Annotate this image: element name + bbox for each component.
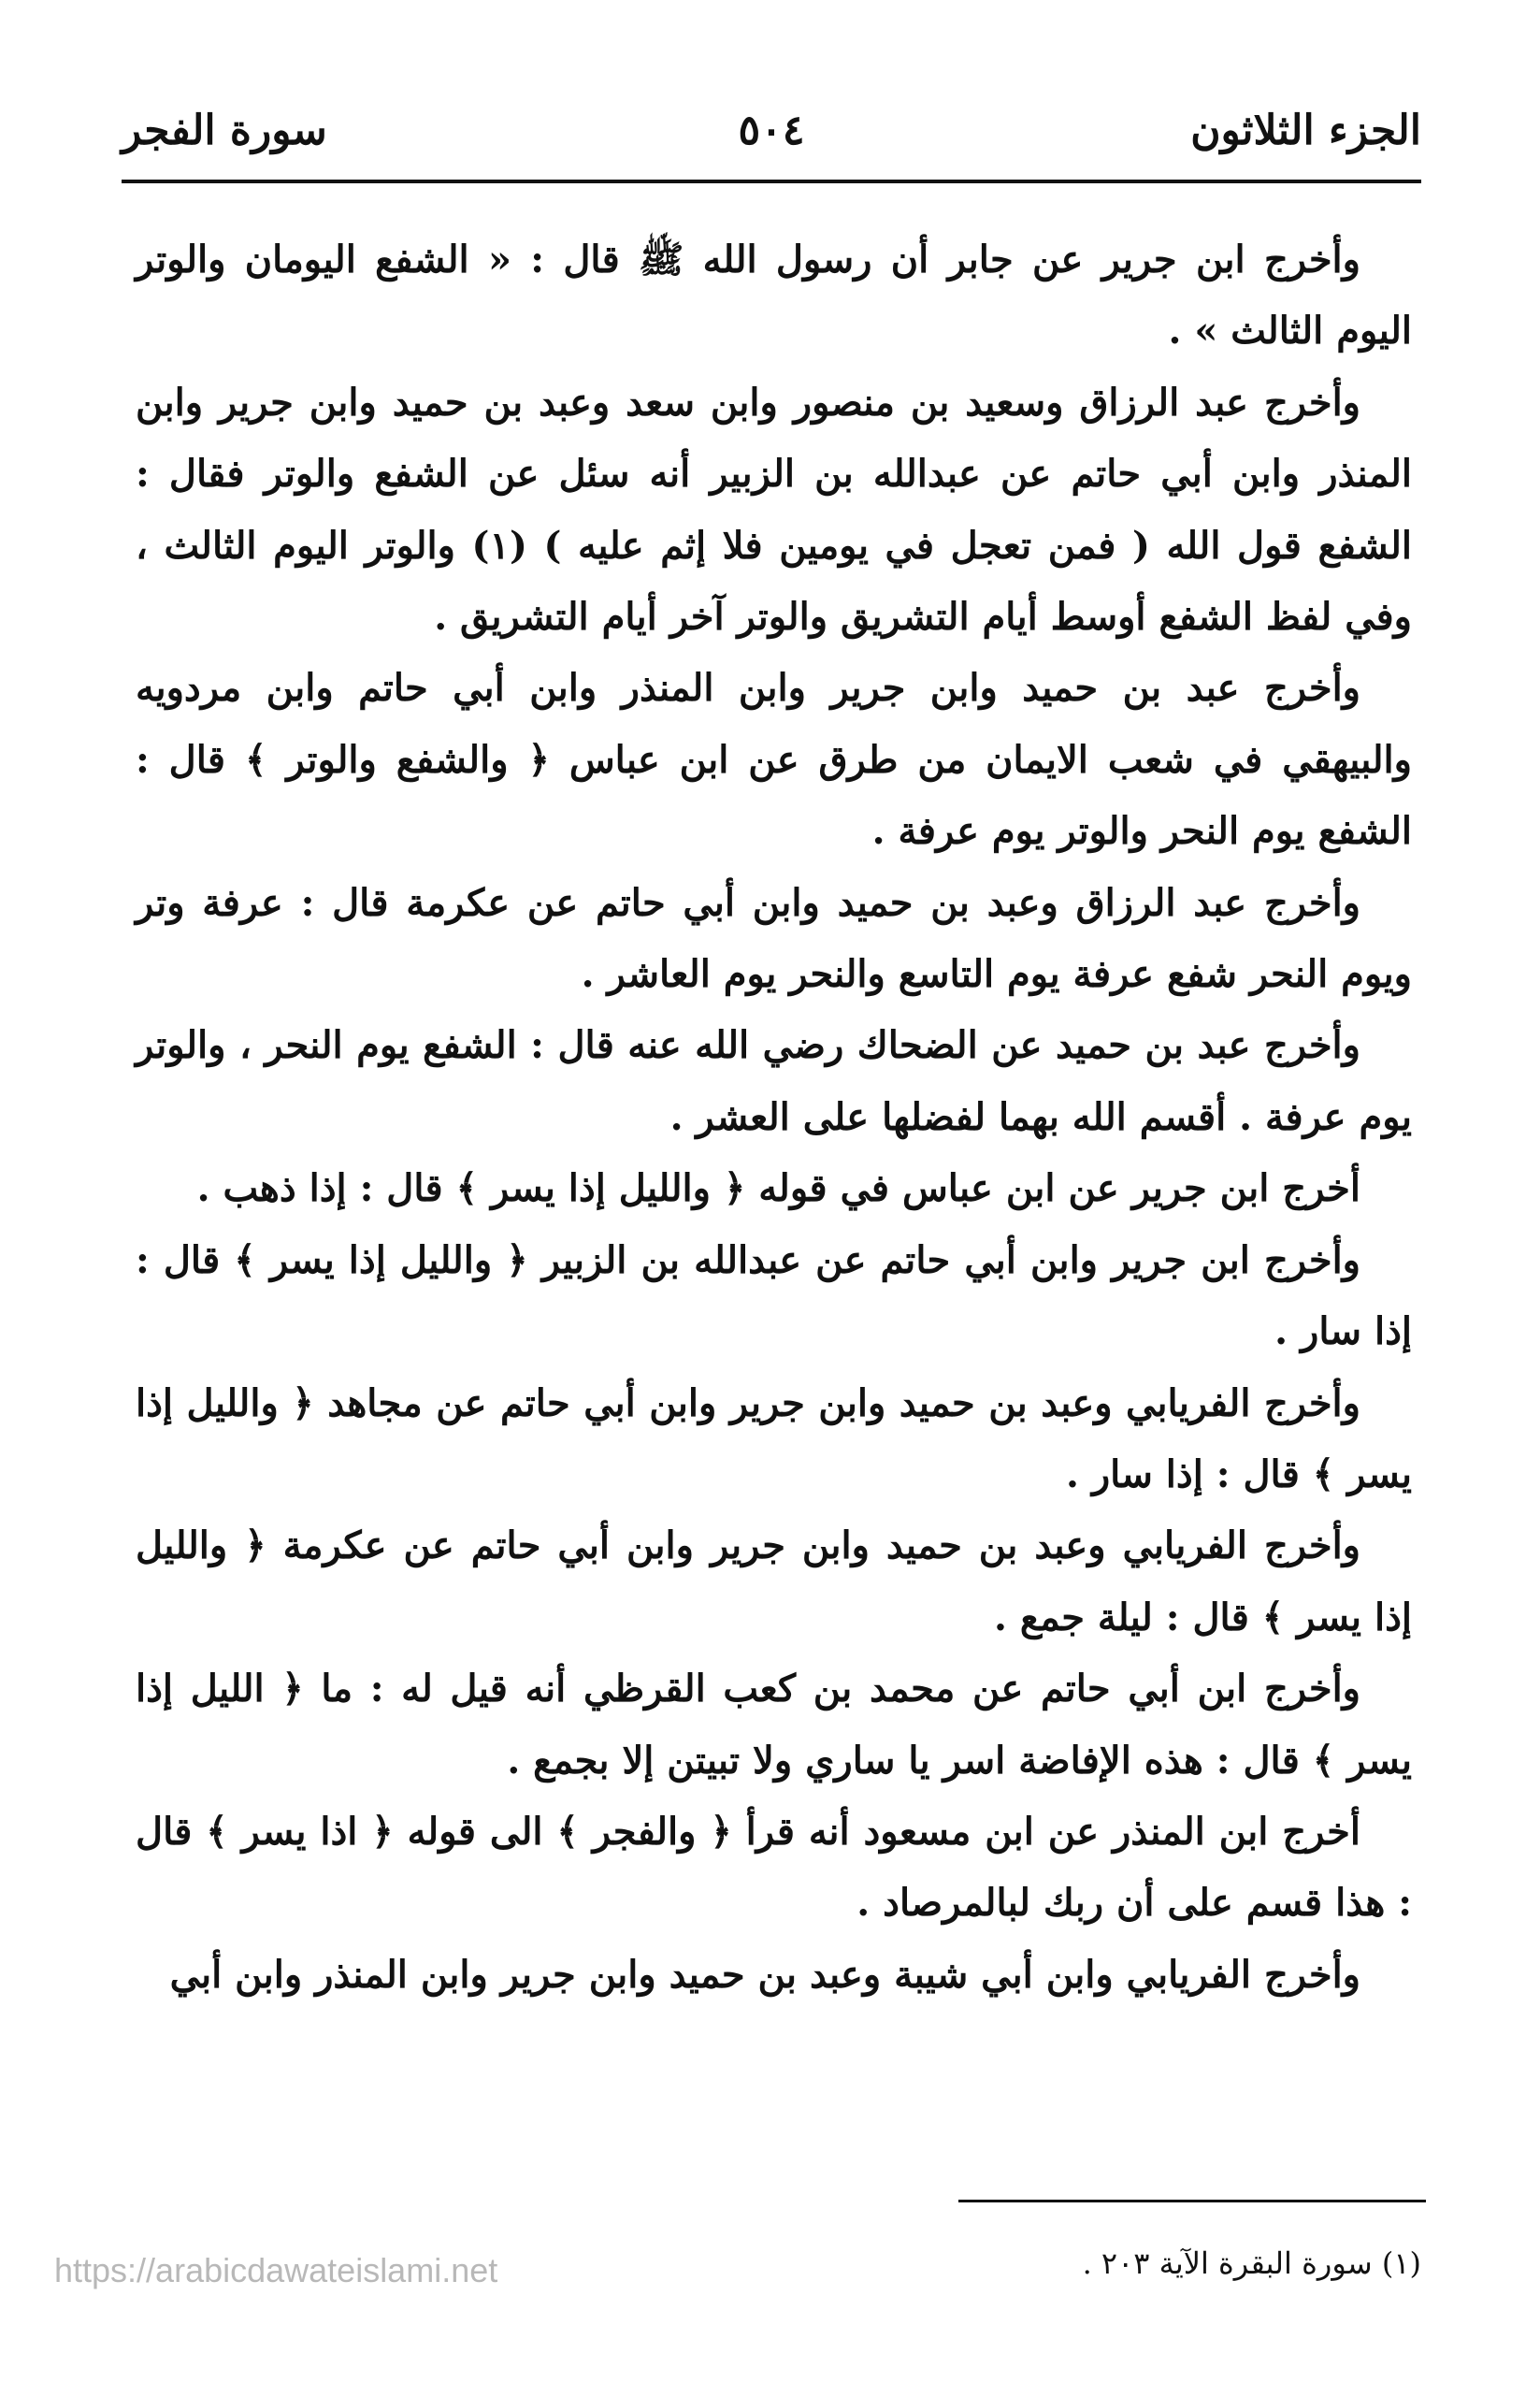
- paragraph: وأخرج عبد بن حميد وابن جرير وابن المنذر وابن أبي حاتم وابن مردويه والبيهقي في شعب الايمان من طرق عن ابن عباس ﴿ والشفع والوتر ﴾ قال : الشفع يوم النحر والوتر يوم عرفة .: [136, 666, 1412, 854]
- paragraph: وأخرج عبد الرزاق وعبد بن حميد وابن أبي حاتم عن عكرمة قال : عرفة وتر ويوم النحر شفع عرفة يوم التاسع والنحر يوم العاشر .: [136, 880, 1412, 997]
- paragraph: وأخرج الفريابي وابن أبي شيبة وعبد بن حميد وابن جرير وابن المنذر وابن أبي: [169, 1952, 1360, 1997]
- page-number: ٥٠٤: [738, 107, 805, 154]
- paragraph: وأخرج عبد الرزاق وسعيد بن منصور وابن سعد وعبد بن حميد وابن جرير وابن المنذر وابن أبي حاتم عن عبدالله بن الزبير أنه سئل عن الشفع والوتر فقال : الشفع قول الله ( فمن تعجل في يومين فلا إثم عليه ) (١) والوتر اليوم الثالث ، وفي لفظ الشفع أوسط أيام التشريق والوتر آخر أيام التشريق .: [136, 380, 1412, 640]
- surah-title: سورة الفجر: [122, 107, 327, 154]
- paragraph: وأخرج عبد بن حميد عن الضحاك رضي الله عنه قال : الشفع يوم النحر ، والوتر يوم عرفة . أقسم الله بهما لفضلها على العشر .: [136, 1023, 1412, 1139]
- main-text: [136, 224, 1412, 2011]
- part-title: الجزء الثلاثون: [1190, 107, 1421, 154]
- paragraph: وأخرج ابن جرير وابن أبي حاتم عن عبدالله بن الزبير ﴿ والليل إذا يسر ﴾ قال : إذا سار .: [136, 1237, 1412, 1354]
- page-header: [122, 98, 1421, 173]
- paragraph: وأخرج الفريابي وعبد بن حميد وابن جرير وابن أبي حاتم عن عكرمة ﴿ والليل إذا يسر ﴾ قال : ليلة جمع .: [136, 1523, 1412, 1639]
- paragraph: وأخرج ابن أبي حاتم عن محمد بن كعب القرظي أنه قيل له : ما ﴿ الليل إذا يسر ﴾ قال : هذه الإفاضة اسر يا ساري ولا تبيتن إلا بجمع .: [136, 1667, 1412, 1783]
- paragraph: وأخرج الفريابي وعبد بن حميد وابن جرير وابن أبي حاتم عن مجاهد ﴿ والليل إذا يسر ﴾ قال : إذا سار .: [136, 1380, 1412, 1496]
- paragraph: أخرج ابن المنذر عن ابن مسعود أنه قرأ ﴿ والفجر ﴾ الى قوله ﴿ اذا يسر ﴾ قال : هذا قسم على أن ربك لبالمرصاد .: [136, 1809, 1412, 1926]
- header-divider: [122, 180, 1421, 183]
- footnote-divider: [958, 2200, 1426, 2202]
- watermark-url: https://arabicdawateislami.net: [54, 2251, 498, 2289]
- paragraph: أخرج ابن جرير عن ابن عباس في قوله ﴿ والليل إذا يسر ﴾ قال : إذا ذهب .: [196, 1166, 1360, 1211]
- footnote: (١) سورة البقرة الآية ٢٠٣ .: [1082, 2245, 1421, 2281]
- paragraph: وأخرج ابن جرير عن جابر أن رسول الله ﷺ قال : « الشفع اليومان والوتر اليوم الثالث » .: [136, 238, 1412, 354]
